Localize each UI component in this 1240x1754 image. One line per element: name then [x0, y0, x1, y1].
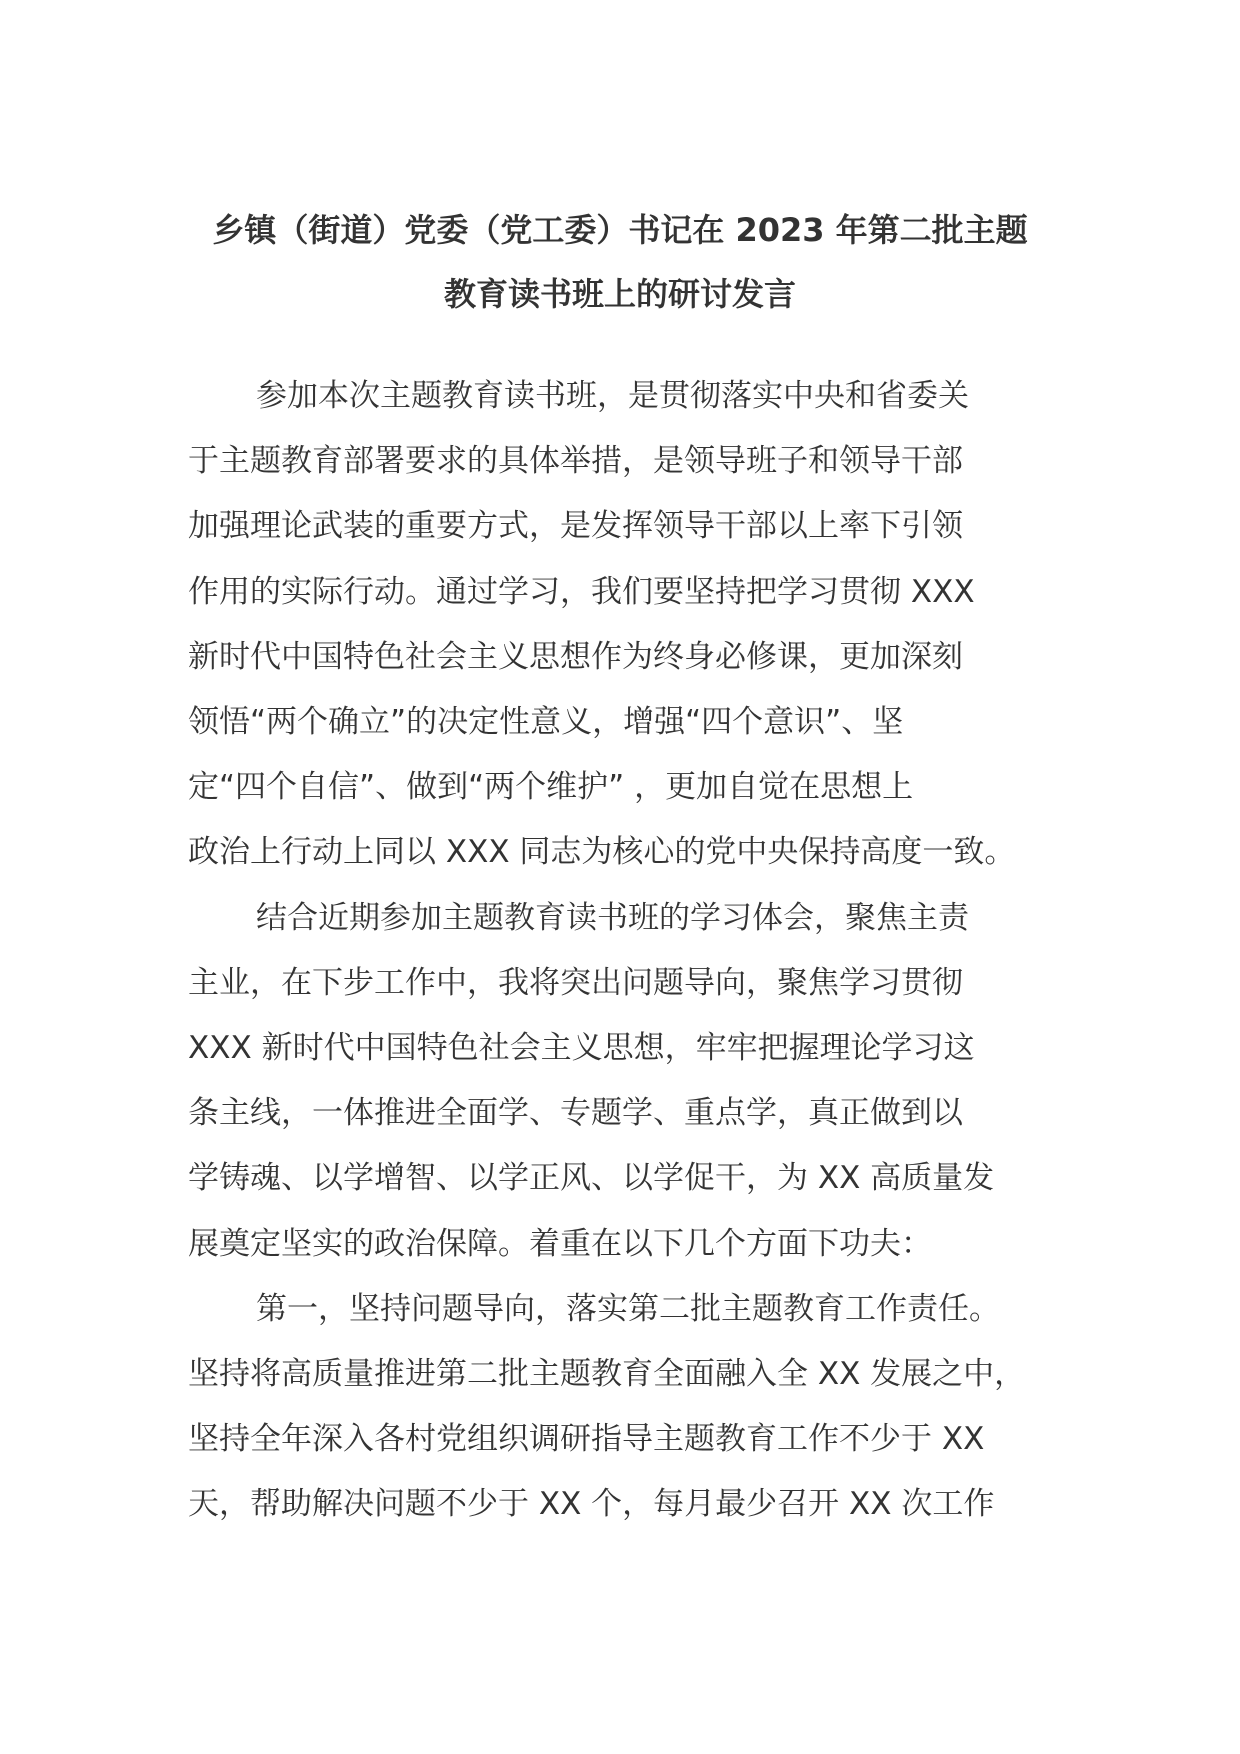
title-line: 乡镇（街道）党委（党工委）书记在 2023 年第二批主题	[212, 211, 1028, 249]
text-line: 坚持将高质量推进第二批主题教育全面融入全 XX 发展之中，	[188, 1356, 1026, 1393]
text-line: 作用的实际行动。通过学习，我们要坚持把学习贯彻 XXX	[188, 573, 975, 610]
text-line: 政治上行动上同以 XXX 同志为核心的党中央保持高度一致。	[188, 834, 1016, 871]
document-body	[188, 364, 1088, 1538]
text-line: 主业，在下步工作中，我将突出问题导向，聚焦学习贯彻	[188, 964, 963, 1001]
text-line: 学铸魂、以学增智、以学正风、以学促干，为 XX 高质量发	[188, 1160, 995, 1197]
text-line: 结合近期参加主题教育读书班的学习体会，聚焦主责	[256, 899, 969, 936]
text-line: 于主题教育部署要求的具体举措，是领导班子和领导干部	[188, 443, 963, 480]
text-line: 第一，坚持问题导向，落实第二批主题教育工作责任。	[256, 1290, 1000, 1327]
text-line: 领悟“两个确立”的决定性意义，增强“四个意识”、坚	[188, 704, 904, 741]
title-line: 教育读书班上的研讨发言	[443, 275, 796, 313]
text-line: 加强理论武装的重要方式，是发挥领导干部以上率下引领	[188, 508, 963, 545]
text-line: 展奠定坚实的政治保障。着重在以下几个方面下功夫：	[188, 1225, 932, 1262]
paragraph-3	[188, 1277, 1088, 1538]
text-line: 新时代中国特色社会主义思想作为终身必修课，更加深刻	[188, 638, 963, 675]
text-line: 定“四个自信”、做到“两个维护” ，更加自觉在思想上	[188, 769, 914, 806]
paragraph-1	[188, 364, 1088, 886]
text-line: XXX 新时代中国特色社会主义思想，牢牢把握理论学习这	[188, 1030, 975, 1067]
text-line: 坚持全年深入各村党组织调研指导主题教育工作不少于 XX	[188, 1421, 985, 1458]
text-line: 天，帮助解决问题不少于 XX 个，每月最少召开 XX 次工作	[188, 1486, 995, 1523]
text-line: 条主线，一体推进全面学、专题学、重点学，真正做到以	[188, 1095, 963, 1132]
document-title	[150, 198, 1090, 326]
paragraph-2	[188, 886, 1088, 1277]
text-line: 参加本次主题教育读书班，是贯彻落实中央和省委关	[256, 378, 969, 414]
